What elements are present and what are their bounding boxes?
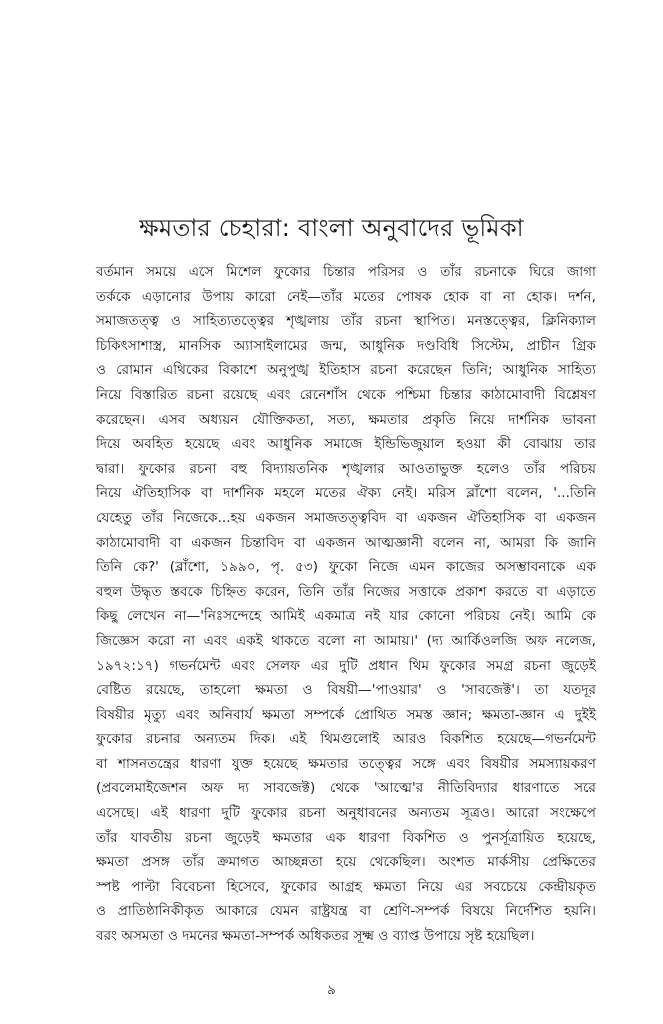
text-line: বর্তমান সময়ে এসে মিশেল ফুকোর চিন্তার পরিসর ও তাঁর রচনাকে ঘিরে জাগা (96, 264, 596, 280)
text-line: চিকিৎসাশাস্ত্র, মানসিক অ্যাসাইলামের জন্ম, আধুনিক দণ্ডবিধি সিস্টেম, প্রাচীন গ্রিক (96, 337, 596, 354)
text-line: এসেছে। এই ধারণা দুটি ফুকোর রচনা অনুধাবনের অন্যতম সূত্রও। আরো সংক্ষেপে (96, 805, 596, 822)
text-line: দ্বারা। ফুকোর রচনা বহু বিদ্যায়তনিক শৃঙ্খলার আওতাভুক্ত হলেও তাঁর পরিচয় (96, 460, 596, 477)
text-line: বিষয়ীর মৃত্যু এবং অনিবার্য ক্ষমতা সম্পর্কে প্রোথিত সমস্ত জ্ঞান; ক্ষমতা-জ্ঞান এ দুইই (96, 706, 596, 723)
text-line: দিয়ে অবহিত হয়েছে এবং আধুনিক সমাজে ইন্ডিভিজুয়াল হওয়া কী বোঝায় তার (96, 436, 596, 453)
text-line: ও রোমান এথিকের বিকাশে অনুপুঙ্খ ইতিহাস রচনা করেছেন তিনি; আধুনিক সাহিত্য (96, 362, 596, 379)
text-line: সমাজতত্ত্ব ও সাহিত্যতত্ত্বের শৃঙ্খলায় তাঁর রচনা স্থাপিত। মনস্তত্ত্বের, ক্লিনিক্যাল (96, 313, 596, 330)
text-line: বা শাসনতন্ত্রের ধারণা যুক্ত হয়েছে ক্ষমতার তত্ত্বের সঙ্গে এবং বিষয়ীর সমস্যায়করণ (96, 755, 596, 772)
body-text (96, 260, 596, 949)
text-line: বরং অসমতা ও দমনের ক্ষমতা-সম্পর্ক অধিকতর সূক্ষ্ম ও ব্যাপ্ত উপায়ে সৃষ্ট হয়েছিল। (96, 928, 535, 945)
text-line: যেহেতু তাঁর নিজেকে...হয় একজন সমাজতত্ত্ববিদ বা একজন ঐতিহাসিক বা একজন (96, 509, 596, 526)
text-line: স্পষ্ট পাল্টা বিবেচনা হিসেবে, ফুকোর আগ্রহ ক্ষমতা নিয়ে এর সবচেয়ে কেন্দ্রীয়কৃত (96, 878, 596, 895)
text-line: কাঠামোবাদী বা একজন চিন্তাবিদ বা একজন আত্মজ্ঞানী বলেন না, আমরা কি জানি (96, 534, 596, 551)
text-line: ফুকোর রচনার অন্যতম দিক। এই থিমগুলোই আরও বিকশিত হয়েছে—গভর্নমেন্ট (96, 731, 596, 748)
text-line: ও প্রাতিষ্ঠানিকীকৃত আকারে যেমন রাষ্ট্রযন্ত্র বা শ্রেণি-সম্পর্ক বিষয়ে নির্দেশিত হয়নি। (96, 903, 596, 920)
text-line: তর্ককে এড়ানোর উপায় কারো নেই—তাঁর মতের পোষক হোক বা না হোক। দর্শন, (96, 288, 596, 305)
text-line: ১৯৭২:১৭) গভর্নমেন্ট এবং সেলফ এর দুটি প্রধান থিম ফুকোর সমগ্র রচনা জুড়েই (96, 657, 596, 674)
text-line: (প্রবলেমাইজেশন অফ দ্য সাবজেক্ট) থেকে 'আত্মে'র নীতিবিদ্যার ধারণাতে সরে (96, 780, 596, 797)
text-line: বহুল উদ্ধৃত স্তবকে চিহ্নিত করেন, তিনি তাঁর নিজের সত্তাকে প্রকাশ করতে বা এড়াতে (96, 583, 596, 600)
text-line: তাঁর যাবতীয় রচনা জুড়েই ক্ষমতার এক ধারণা বিকশিত ও পুনর্সূত্রায়িত হয়েছে, (96, 829, 596, 846)
chapter-title: ক্ষমতার চেহারা: বাংলা অনুবাদের ভূমিকা (139, 214, 524, 242)
text-line: তিনি কে?' (ব্লাঁশো, ১৯৯০, পৃ. ৫৩) ফুকো নিজে এমন কাজের অসম্ভাবনাকে এক (96, 559, 596, 576)
text-line: বেষ্টিত রয়েছে, তাহলো ক্ষমতা ও বিষয়ী—'পাওয়ার' ও 'সাবজেক্ট'। তা যতদূর (96, 682, 596, 699)
text-line: নিয়ে বিস্তারিত রচনা রয়েছে এবং রেনেশাঁস থেকে পশ্চিমা চিন্তার কাঠামোবাদী বিশ্লেষণ (96, 386, 596, 403)
text-line: জিজ্ঞেস করো না এবং একই থাকতে বলো না আমায়।' (দ্য আর্কিওলজি অফ নলেজ, (96, 632, 596, 649)
text-line: নিয়ে ঐতিহাসিক বা দার্শনিক মহলে মতের ঐক্য নেই। মরিস ব্লাঁশো বলেন, '...তিনি (96, 485, 596, 502)
text-line: করেছেন। এসব অধ্যয়ন যৌক্তিকতা, সত্য, ক্ষমতার প্রকৃতি নিয়ে দার্শনিক ভাবনা (96, 411, 596, 428)
page-number: ৯ (327, 983, 336, 998)
text-line: ক্ষমতা প্রসঙ্গ তাঁর ক্রমাগত আচ্ছন্নতা হয়ে থেকেছিল। অংশত মার্কসীয় প্রেক্ষিতের (96, 854, 596, 871)
text-line: কিছু লেখেন না—'নিঃসন্দেহে আমিই একমাত্র নই যার কোনো পরিচয় নেই। আমি কে (96, 608, 596, 625)
